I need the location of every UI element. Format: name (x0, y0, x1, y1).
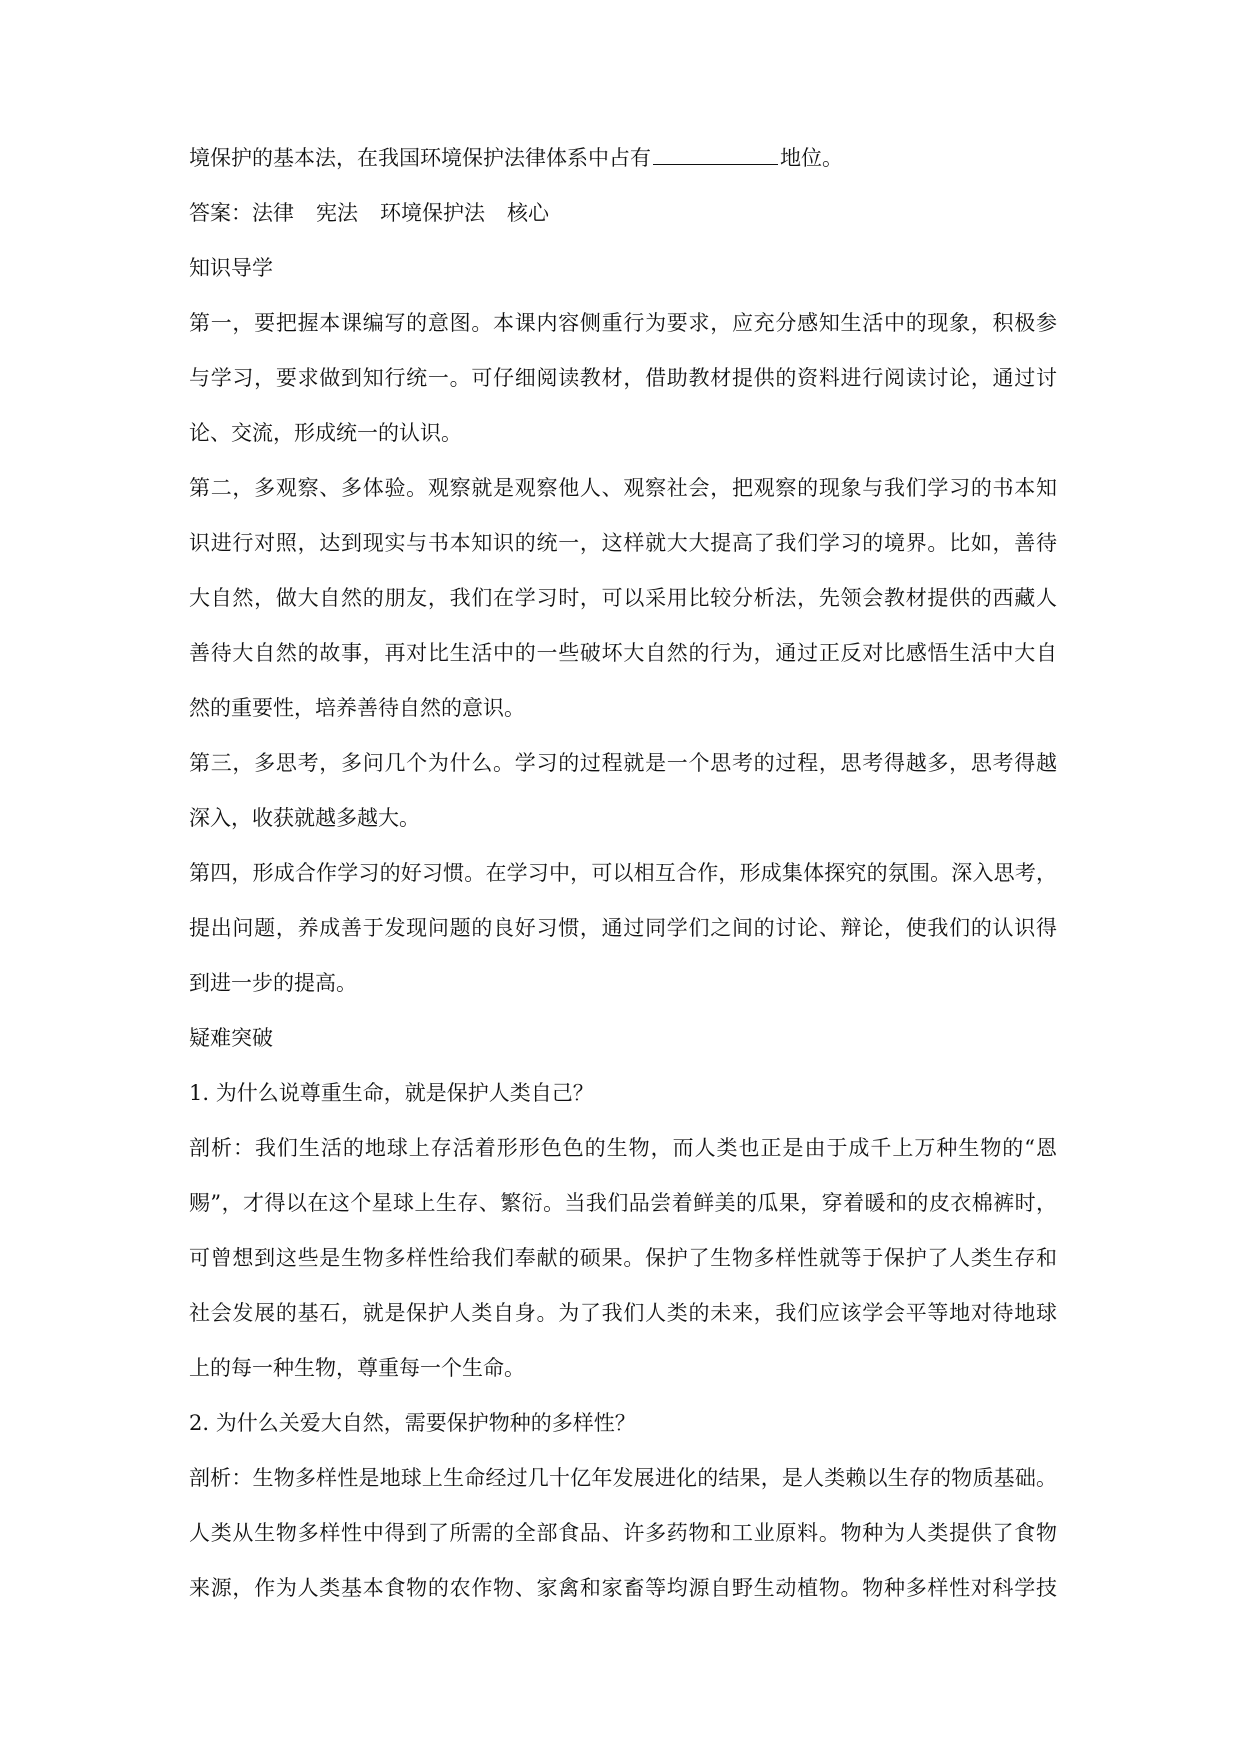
text-line: 来源，作为人类基本食物的农作物、家禽和家畜等均源自野生动植物。物种多样性对科学技 (189, 1576, 1057, 1600)
text-line: 论、交流，形成统一的认识。 (189, 421, 462, 445)
answer-item: 核心 (507, 201, 549, 225)
text-line: 第四，形成合作学习的好习惯。在学习中，可以相互合作，形成集体探究的氛围。深入思考， (189, 861, 1057, 885)
text-line: 赐”，才得以在这个星球上生存、繁衍。当我们品尝着鲜美的瓜果，穿着暖和的皮衣棉裤时， (189, 1191, 1057, 1215)
text-line: 深入，收获就越多越大。 (189, 806, 420, 830)
text-line: 第二，多观察、多体验。观察就是观察他人、观察社会，把观察的现象与我们学习的书本知 (189, 476, 1057, 500)
text-line: 上的每一种生物，尊重每一个生命。 (189, 1356, 525, 1380)
text-line (189, 146, 1057, 171)
text-line: 剖析：我们生活的地球上存活着形形色色的生物，而人类也正是由于成千上万种生物的“恩 (189, 1136, 1057, 1160)
text-line: 第三，多思考，多问几个为什么。学习的过程就是一个思考的过程，思考得越多，思考得越 (189, 751, 1057, 775)
section-heading-knowledge: 知识导学 (189, 256, 273, 280)
text-line: 与学习，要求做到知行统一。可仔细阅读教材，借助教材提供的资料进行阅读讨论，通过讨 (189, 366, 1057, 390)
text-line: 大自然，做大自然的朋友，我们在学习时，可以采用比较分析法，先领会教材提供的西藏人 (189, 586, 1057, 610)
text-line: 社会发展的基石，就是保护人类自身。为了我们人类的未来，我们应该学会平等地对待地球 (189, 1301, 1057, 1325)
text-line: 剖析：生物多样性是地球上生命经过几十亿年发展进化的结果，是人类赖以生存的物质基础。 (189, 1466, 1057, 1490)
question-2: 2. 为什么关爱大自然，需要保护物种的多样性？ (189, 1411, 636, 1435)
text-line: 提出问题，养成善于发现问题的良好习惯，通过同学们之间的讨论、辩论，使我们的认识得 (189, 916, 1057, 940)
text-line: 识进行对照，达到现实与书本知识的统一，这样就大大提高了我们学习的境界。比如，善待 (189, 531, 1057, 555)
text-line: 善待大自然的故事，再对比生活中的一些破坏大自然的行为，通过正反对比感悟生活中大自 (189, 641, 1057, 665)
text-line: 然的重要性，培养善待自然的意识。 (189, 696, 525, 720)
fill-blank-prefix: 境保护的基本法，在我国环境保护法律体系中占有 (189, 146, 651, 170)
document-page (189, 146, 1057, 1631)
question-1: 1. 为什么说尊重生命，就是保护人类自己？ (189, 1081, 594, 1105)
section-heading-difficulty: 疑难突破 (189, 1026, 273, 1050)
answer-item: 环境保护法 (380, 201, 485, 225)
text-line: 到进一步的提高。 (189, 971, 357, 995)
answer-line (189, 201, 1057, 226)
answer-item: 法律 (252, 201, 294, 225)
text-line: 人类从生物多样性中得到了所需的全部食品、许多药物和工业原料。物种为人类提供了食物 (189, 1521, 1057, 1545)
fill-blank-suffix: 地位。 (780, 146, 843, 170)
answer-item: 宪法 (316, 201, 358, 225)
text-line: 可曾想到这些是生物多样性给我们奉献的硕果。保护了生物多样性就等于保护了人类生存和 (189, 1246, 1057, 1270)
text-line: 第一，要把握本课编写的意图。本课内容侧重行为要求，应充分感知生活中的现象，积极参 (189, 311, 1057, 335)
fill-blank (653, 146, 778, 165)
answer-label: 答案： (189, 201, 252, 225)
